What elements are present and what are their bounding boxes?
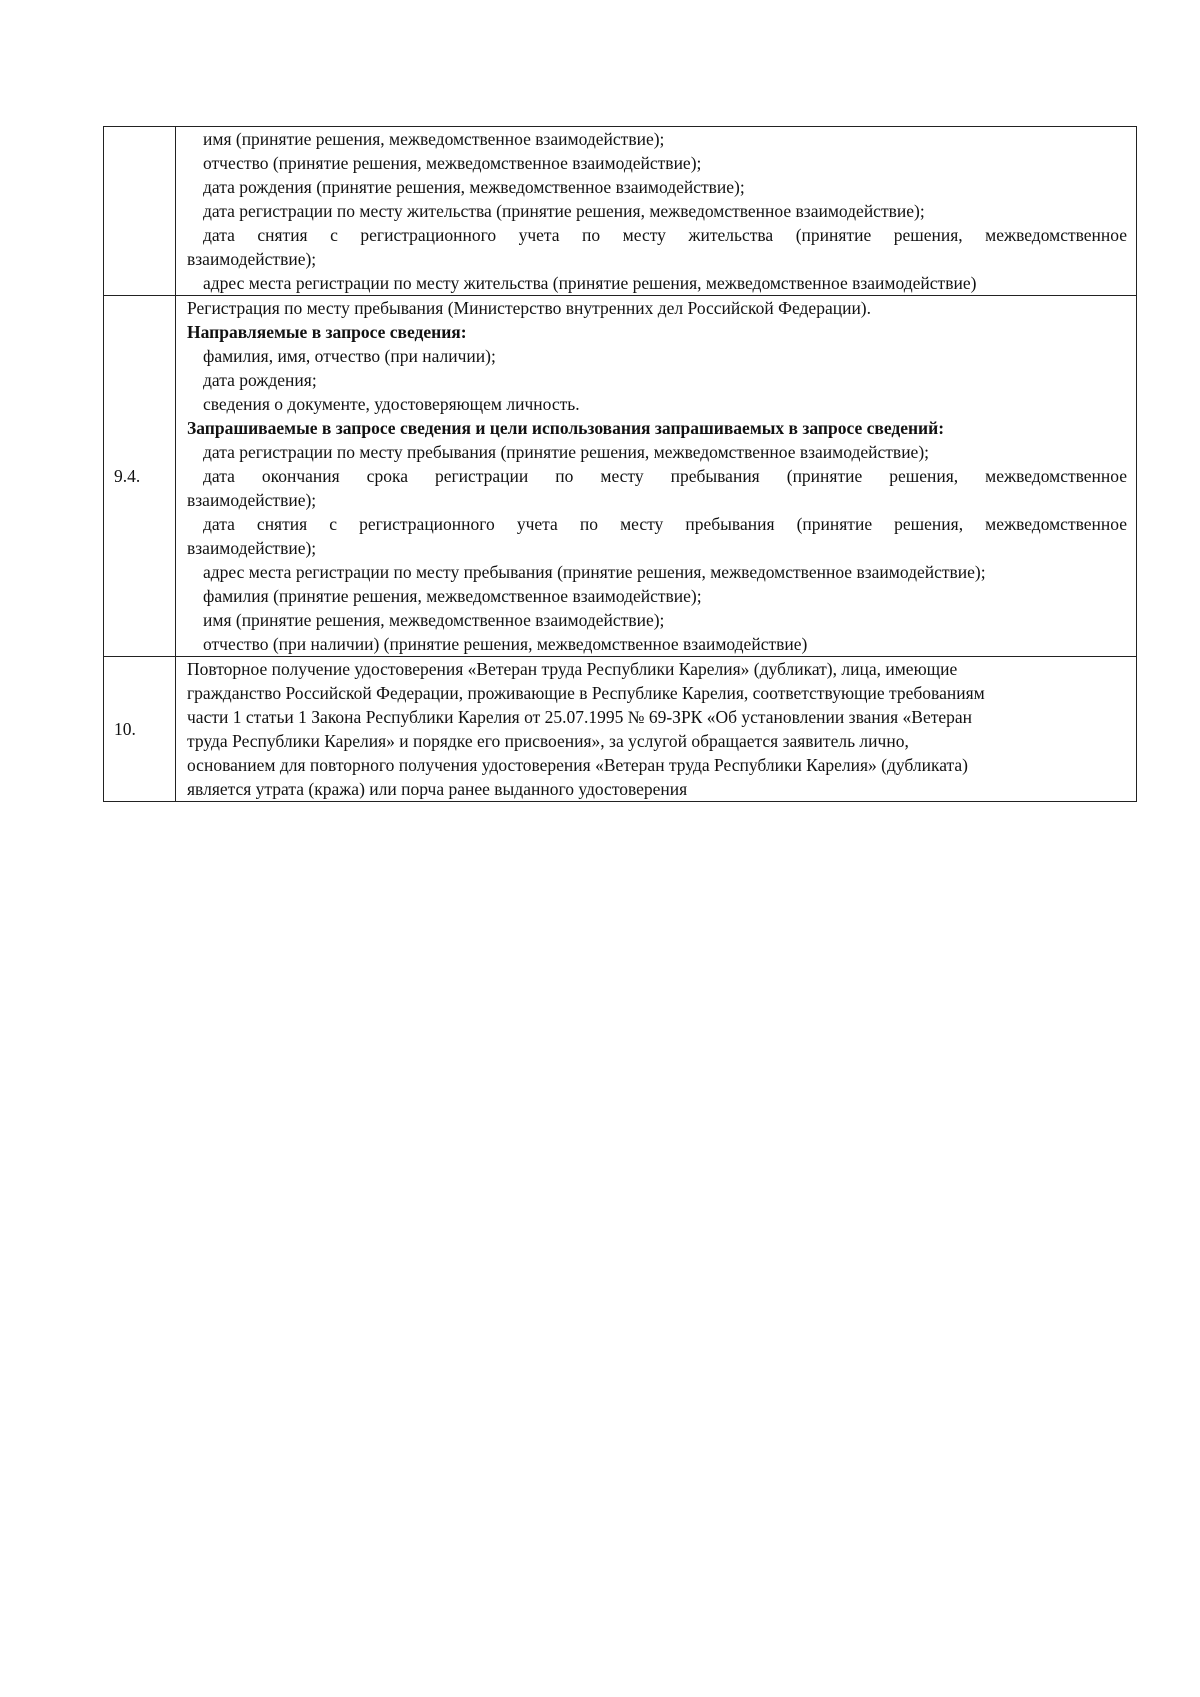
row-text-cell	[176, 657, 1137, 802]
list-item: адрес места регистрации по месту жительства (принятие решения, межведомственное взаимодействие)	[203, 273, 977, 293]
list-item: дата регистрации по месту пребывания (принятие решения, межведомственное взаимодействие);	[203, 442, 930, 462]
table-row	[104, 296, 1137, 657]
table-row	[104, 657, 1137, 802]
list-item: фамилия, имя, отчество (при наличии);	[203, 346, 496, 366]
list-item: фамилия (принятие решения, межведомственное взаимодействие);	[203, 586, 702, 606]
subheading: Запрашиваемые в запросе сведения и цели использования запрашиваемых в запросе сведений:	[187, 418, 945, 438]
list-item: дата регистрации по месту жительства (принятие решения, межведомственное взаимодействие);	[203, 201, 925, 221]
row-text-cell	[176, 127, 1137, 296]
list-item: взаимодействие);	[187, 490, 317, 510]
paragraph-line: является утрата (кража) или порча ранее выданного удостоверения	[187, 779, 688, 799]
section-heading: Регистрация по месту пребывания (Министерство внутренних дел Российской Федерации).	[187, 298, 872, 318]
row-number-cell: 10.	[104, 657, 176, 802]
list-item: дата окончания срока регистрации по месту пребывания (принятие решения, межведомственное	[203, 466, 1127, 486]
list-item: дата рождения;	[203, 370, 317, 390]
subheading: Направляемые в запросе сведения:	[187, 322, 467, 342]
row-text-cell	[176, 296, 1137, 657]
list-item: имя (принятие решения, межведомственное взаимодействие);	[203, 610, 665, 630]
list-item: сведения о документе, удостоверяющем личность.	[203, 394, 580, 414]
list-item: дата снятия с регистрационного учета по месту жительства (принятие решения, межведомственное	[203, 225, 1127, 245]
list-item: взаимодействие);	[187, 538, 317, 558]
list-item: отчество (принятие решения, межведомственное взаимодействие);	[203, 153, 702, 173]
table-row	[104, 127, 1137, 296]
list-item: адрес места регистрации по месту пребывания (принятие решения, межведомственное взаимодействие);	[203, 562, 986, 582]
paragraph-line: труда Республики Карелия» и порядке его присвоения», за услугой обращается заявитель лично,	[187, 731, 909, 751]
list-item: отчество (при наличии) (принятие решения, межведомственное взаимодействие)	[203, 634, 808, 654]
list-item: имя (принятие решения, межведомственное взаимодействие);	[203, 129, 665, 149]
list-item: дата рождения (принятие решения, межведомственное взаимодействие);	[203, 177, 745, 197]
paragraph-line: гражданство Российской Федерации, проживающие в Республике Карелия, соответствующие требованиям	[187, 683, 985, 703]
row-number-cell	[104, 127, 176, 296]
paragraph-line: основанием для повторного получения удостоверения «Ветеран труда Республики Карелия» (дубликата)	[187, 755, 969, 775]
paragraph-line: части 1 статьи 1 Закона Республики Карелия от 25.07.1995 № 69-ЗРК «Об установлении звания «Ветеран	[187, 707, 973, 727]
row-number-cell: 9.4.	[104, 296, 176, 657]
document-table	[103, 126, 1137, 802]
paragraph-line: Повторное получение удостоверения «Ветеран труда Республики Карелия» (дубликат), лица, имеющие	[187, 659, 958, 679]
list-item: взаимодействие);	[187, 249, 317, 269]
list-item: дата снятия с регистрационного учета по месту пребывания (принятие решения, межведомственное	[203, 514, 1127, 534]
